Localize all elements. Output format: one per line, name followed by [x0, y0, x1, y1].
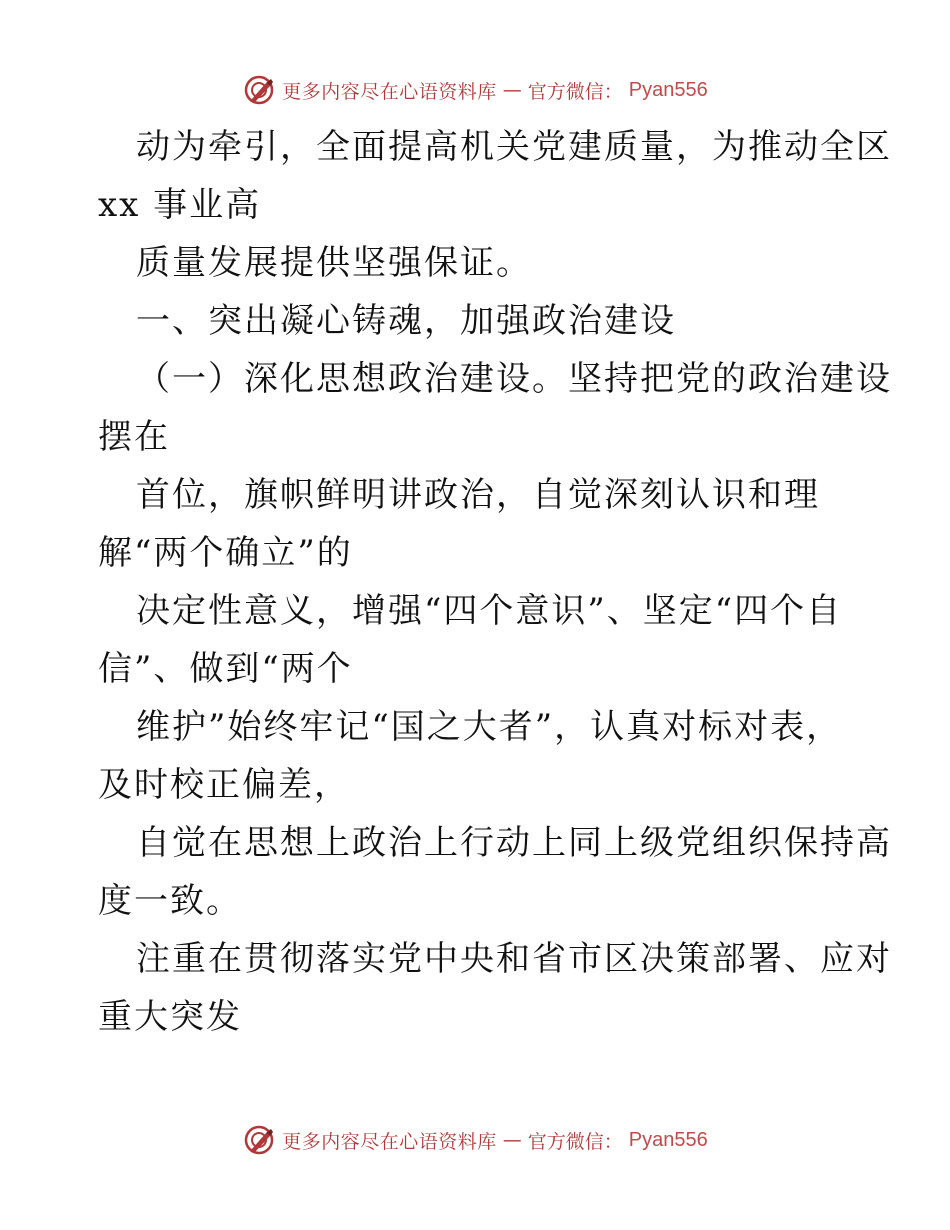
header-banner-inner: [242, 73, 708, 107]
header-banner-text: 更多内容尽在心语资料库: [282, 80, 497, 103]
header-wechat-label: 官方微信：: [527, 80, 623, 103]
body-line: 质量发展提供坚强保证。: [136, 243, 532, 283]
body-line: 度一致。: [98, 881, 242, 921]
body-line: 摆在: [98, 417, 170, 457]
body-line: 注重在贯彻落实党中央和省市区决策部署、应对: [136, 939, 892, 979]
body-line: 自觉在思想上政治上行动上同上级党组织保持高: [136, 823, 892, 863]
footer-banner-inner: [242, 1123, 708, 1157]
header-wechat-id: Pyan556: [628, 78, 708, 101]
pen-logo-icon: [242, 73, 276, 107]
body-line: 信”、做到“两个: [98, 649, 353, 689]
body-line: 解“两个确立”的: [98, 533, 353, 573]
pen-logo-icon: [242, 1123, 276, 1157]
body-line: 首位，旗帜鲜明讲政治，自觉深刻认识和理: [136, 475, 820, 515]
body-line: 一、突出凝心铸魂，加强政治建设: [136, 301, 676, 341]
footer-banner-text: 更多内容尽在心语资料库: [282, 1130, 497, 1153]
body-line: 维护”始终牢记“国之大者”，认真对标对表，: [136, 707, 843, 747]
body-line: 重大突发: [98, 997, 242, 1037]
footer-wechat-label: 官方微信：: [527, 1130, 623, 1153]
body-line: 决定性意义，增强“四个意识”、坚定“四个自: [136, 591, 843, 631]
footer-banner: [0, 1120, 950, 1160]
body-line: 动为牵引，全面提高机关党建质量，为推动全区: [136, 127, 892, 167]
header-banner: [0, 70, 950, 110]
header-banner-dash: —: [502, 79, 522, 101]
body-line: xx 事业高: [98, 185, 262, 225]
body-line: （一）深化思想政治建设。坚持把党的政治建设: [136, 359, 892, 399]
footer-wechat-id: Pyan556: [628, 1128, 708, 1151]
footer-banner-dash: —: [502, 1129, 522, 1151]
body-line: 及时校正偏差，: [98, 765, 350, 805]
